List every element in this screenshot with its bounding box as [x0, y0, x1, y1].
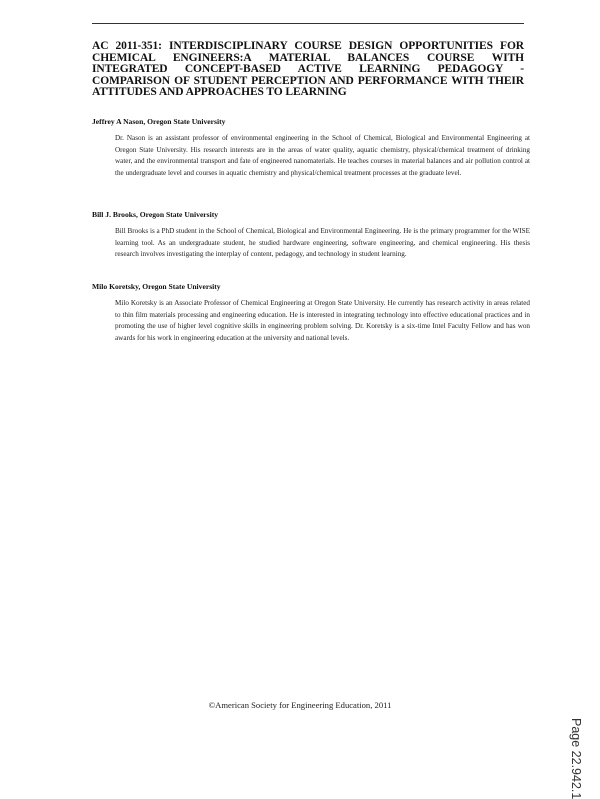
top-rule: [92, 23, 524, 24]
page-number: Page 22.942.1: [569, 718, 583, 799]
author-name-nason: Jeffrey A Nason, Oregon State University: [92, 117, 226, 126]
copyright-footer: ©American Society for Engineering Education, 2011: [208, 700, 392, 710]
paper-title: AC 2011-351: INTERDISCIPLINARY COURSE DESIGN OPPORTUNITIES FOR CHEMICAL ENGINEERS:A MATERIAL BALANCES COURSE WITH INTEGRATED CONCEPT-BASED ACTIVE LEARNING PEDAGOGY - COMPARISON OF STUDENT PERCEPTION AND PERFORMANCE WITH THEIR ATTITUDES AND APPROACHES TO LEARNING: [92, 40, 524, 98]
author-bio-koretsky: Milo Koretsky is an Associate Professor of Chemical Engineering at Oregon State University. He currently has research activity in areas related to thin film materials processing and engineering education. He is interested in integrating technology into effective educational practices and in promoting the use of higher level cognitive skills in engineering problem solving. Dr. Koretsky is a six-time Intel Faculty Fellow and has won awards for his work in engineering education at the university and national levels.: [115, 299, 530, 342]
author-name-brooks: Bill J. Brooks, Oregon State University: [92, 210, 219, 219]
author-bio-brooks: Bill Brooks is a PhD student in the School of Chemical, Biological and Environmental Engineering. He is the primary programmer for the WISE learning tool. As an undergraduate student, he studied hardware engineering, software engineering, and chemical engineering. His thesis research involves investigating the interplay of content, pedagogy, and technology in student learning.: [115, 227, 530, 259]
author-name-koretsky: Milo Koretsky, Oregon State University: [92, 282, 221, 291]
author-bio-nason: Dr. Nason is an assistant professor of environmental engineering in the School of Chemical, Biological and Environmental Engineering at Oregon State University. His research interests are in the areas of water quality, aquatic chemistry, physical/chemical treatment of drinking water, and the environmental transport and fate of engineered nanomaterials. He teaches courses in material balances and air pollution control at the undergraduate level and courses in aquatic chemistry and physical/chemical treatment processes at the graduate level.: [115, 134, 530, 177]
